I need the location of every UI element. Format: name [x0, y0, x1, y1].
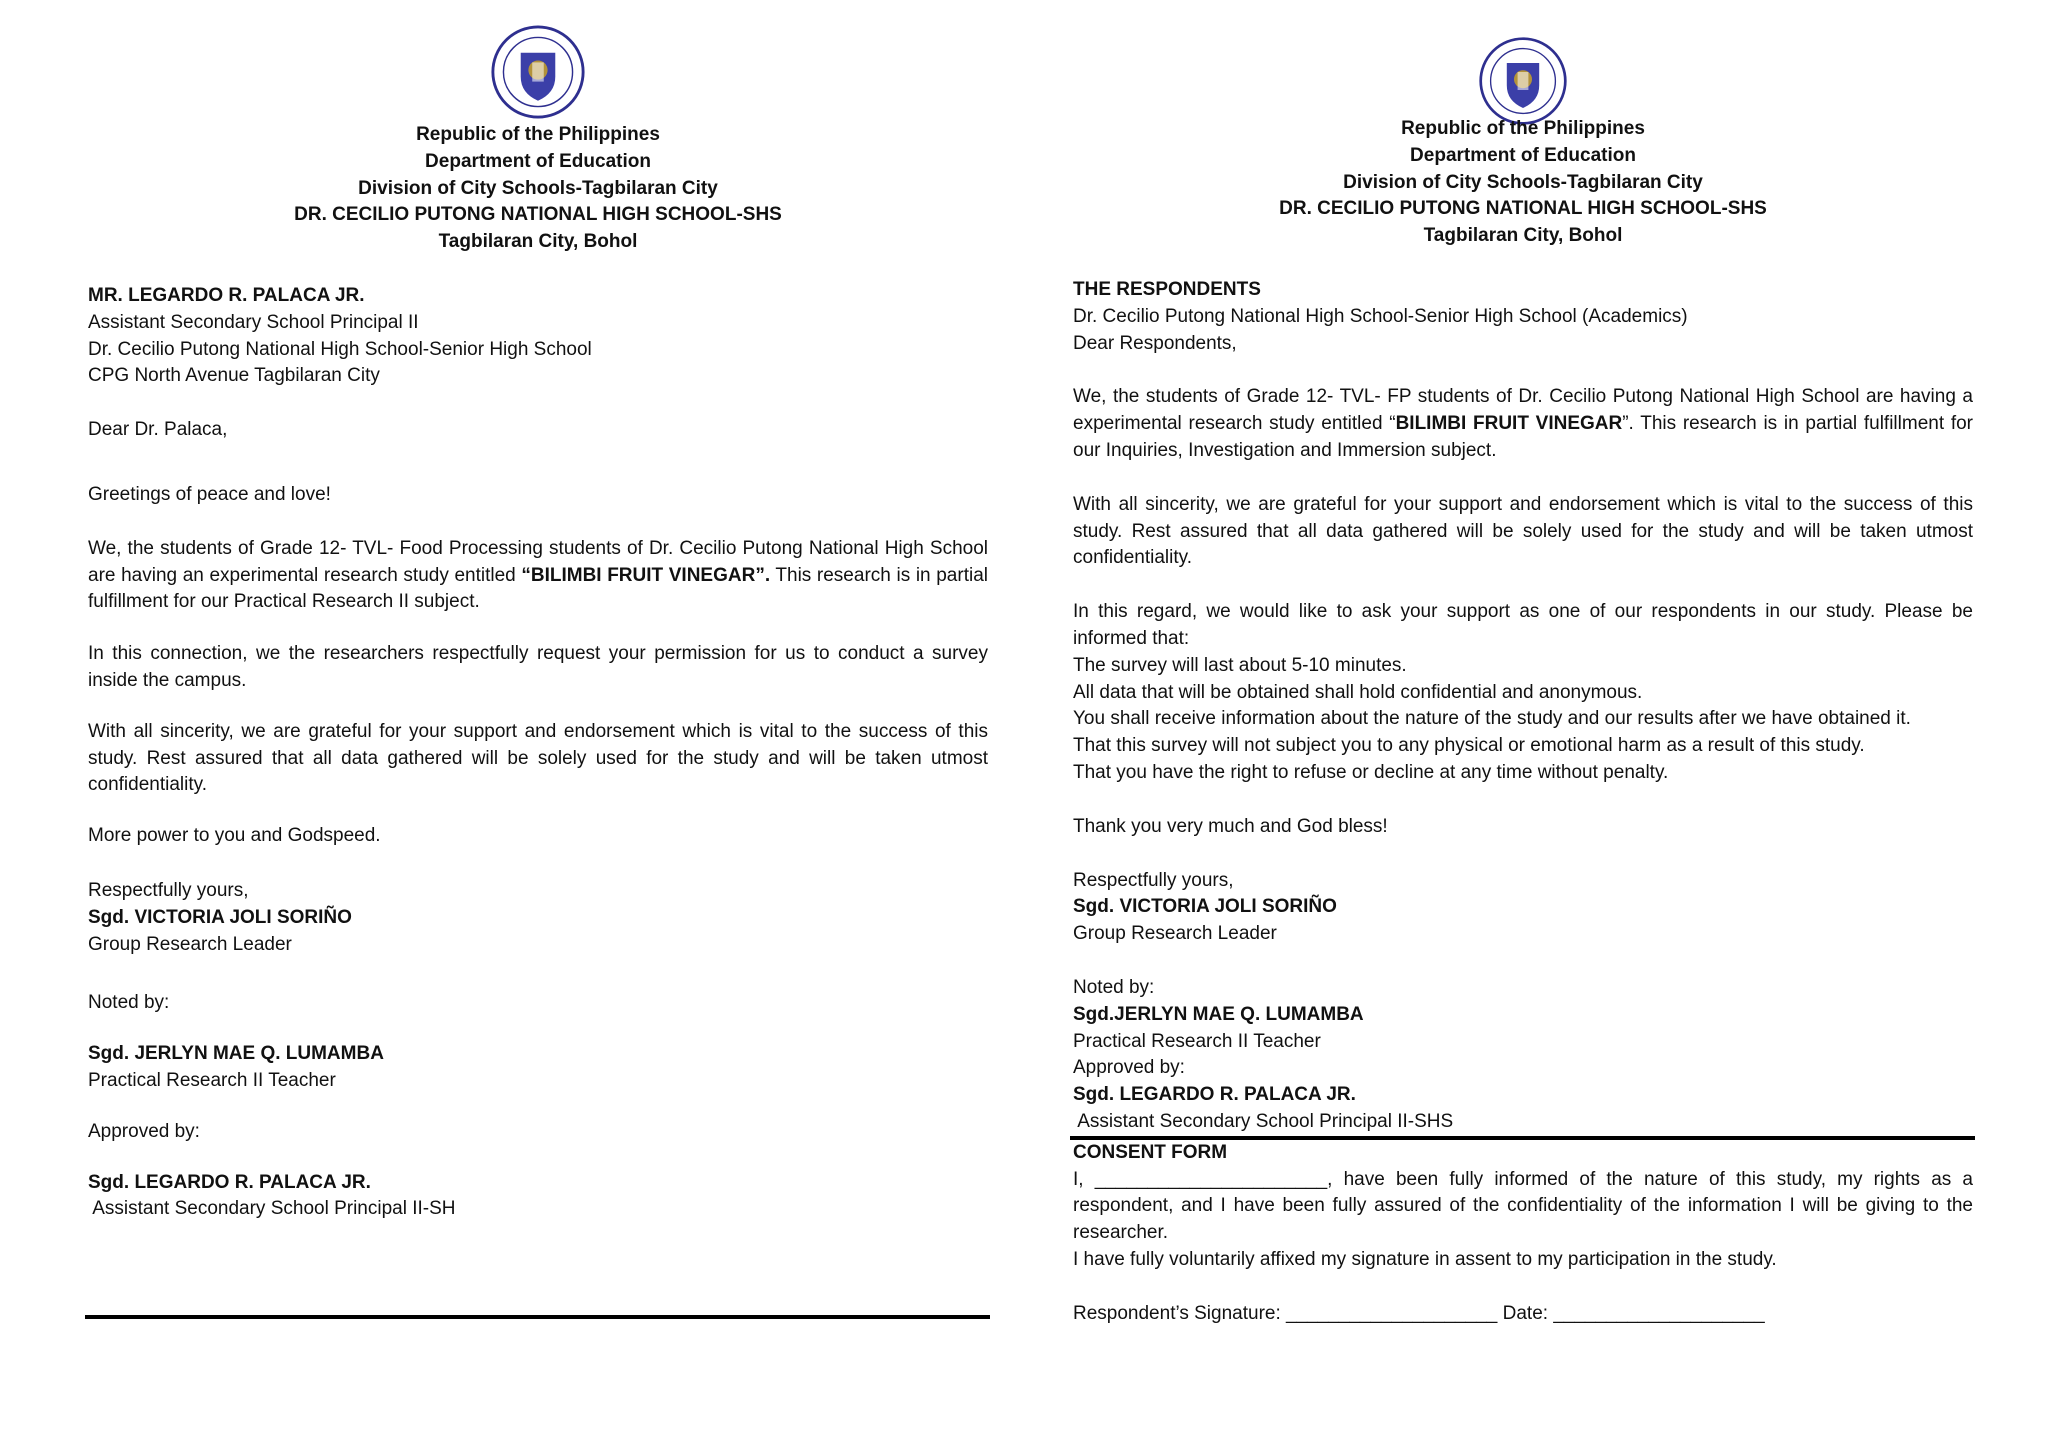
signature-block-leader	[88, 878, 988, 958]
principal-role: Assistant Secondary School Principal II-SH	[88, 1198, 456, 1220]
letterhead-department: Department of Education	[1410, 144, 1636, 166]
letterhead-department: Department of Education	[425, 150, 651, 172]
info-item-right-to-refuse: That you have the right to refuse or decline at any time without penalty.	[1073, 761, 1669, 783]
consent-heading: CONSENT FORM	[1073, 1141, 1228, 1163]
respondents-school: Dr. Cecilio Putong National High School-Senior High School (Academics)	[1073, 305, 1688, 327]
leader-role: Group Research Leader	[88, 933, 292, 955]
noted-by-label: Noted by:	[1073, 976, 1155, 998]
letter-paragraph-request: In this connection, we the researchers respectfully request your permission for us to conduct a survey inside the campus.	[88, 643, 988, 691]
signature-block-leader	[1073, 868, 1973, 948]
deped-seal-icon	[1478, 36, 1568, 126]
principal-name: Sgd. LEGARDO R. PALACA JR.	[1073, 1084, 1356, 1106]
respondents-paragraph-sincerity: With all sincerity, we are grateful for your support and endorsement which is vital to the success of this study. Rest assured that all data gathered will be solely used for the study and will be taken utmost confidentiality.	[1073, 493, 1973, 569]
leader-name: Sgd. VICTORIA JOLI SORIÑO	[88, 906, 352, 928]
leader-name: Sgd. VICTORIA JOLI SORIÑO	[1073, 896, 1337, 918]
salutation: Dear Dr. Palaca,	[88, 419, 228, 441]
letterhead-country: Republic of the Philippines	[1401, 118, 1645, 139]
consent-statement: I, ______________________, have been fully informed of the nature of this study, my rights as a respondent, and I have been fully assured of the confidentiality of the information I will be giving to the researcher.	[1073, 1168, 1973, 1244]
signature-date-line: Respondent’s Signature: ____________________ Date: ____________________	[1073, 1302, 1765, 1324]
signature-block-approvals	[1073, 975, 1973, 1136]
approved-by-label: Approved by:	[88, 1120, 200, 1142]
left-page-divider	[85, 1315, 990, 1319]
info-item-no-harm: That this survey will not subject you to any physical or emotional harm as a result of this study.	[1073, 735, 1865, 757]
letterhead-location: Tagbilaran City, Bohol	[438, 231, 638, 253]
letterhead	[1073, 116, 1973, 250]
respondents-addressee	[1073, 277, 1973, 357]
consent-assent: I have fully voluntarily affixed my signature in assent to my participation in the study.	[1073, 1248, 1777, 1270]
addressee-address: CPG North Avenue Tagbilaran City	[88, 365, 380, 387]
leader-role: Group Research Leader	[1073, 923, 1277, 945]
respondents-paragraph-intro: We, the students of Grade 12- TVL- FP students of Dr. Cecilio Putong National High School are having a experimental research study entitled “BILIMBI FRUIT VINEGAR”. This research is in partial fulfillment for our Inquiries, Investigation and Immersion subject.	[1073, 386, 1973, 461]
closing-line: More power to you and Godspeed.	[88, 825, 381, 847]
letterhead	[88, 122, 988, 256]
info-item-confidential: All data that will be obtained shall hold confidential and anonymous.	[1073, 681, 1643, 703]
respondents-letter-page	[1073, 0, 1973, 1327]
greeting: Greetings of peace and love!	[88, 483, 331, 505]
teacher-name: Sgd.JERLYN MAE Q. LUMAMBA	[1073, 1003, 1364, 1025]
thanks-line: Thank you very much and God bless!	[1073, 815, 1388, 837]
teacher-name: Sgd. JERLYN MAE Q. LUMAMBA	[88, 1043, 384, 1065]
deped-seal-icon	[490, 24, 586, 120]
study-title: BILIMBI FRUIT VINEGAR	[1395, 413, 1623, 435]
noted-by-label: Noted by:	[88, 992, 170, 1014]
signature-block-principal	[88, 1170, 988, 1224]
study-title: “BILIMBI FRUIT VINEGAR”.	[521, 564, 771, 586]
permission-letter-page	[88, 0, 988, 1223]
respectfully-yours: Respectfully yours,	[88, 879, 249, 901]
addressee-school: Dr. Cecilio Putong National High School-Senior High School	[88, 338, 592, 360]
respondents-paragraph-request: In this regard, we would like to ask your support as one of our respondents in our study. Please be informed that:	[1073, 601, 1973, 649]
principal-role: Assistant Secondary School Principal II-SHS	[1073, 1110, 1454, 1132]
respondents-heading: THE RESPONDENTS	[1073, 278, 1261, 300]
addressee-title: Assistant Secondary School Principal II	[88, 311, 419, 333]
letterhead-division: Division of City Schools-Tagbilaran City	[358, 177, 718, 199]
letterhead-school: DR. CECILIO PUTONG NATIONAL HIGH SCHOOL-SHS	[1279, 198, 1767, 220]
consent-form	[1073, 1140, 1973, 1328]
info-item-results: You shall receive information about the nature of the study and our results after we have obtained it.	[1073, 708, 1911, 730]
signature-block-teacher	[88, 1041, 988, 1095]
respectfully-yours: Respectfully yours,	[1073, 869, 1234, 891]
info-item-duration: The survey will last about 5-10 minutes.	[1073, 654, 1407, 676]
letterhead-location: Tagbilaran City, Bohol	[1423, 225, 1623, 247]
teacher-role: Practical Research II Teacher	[1073, 1030, 1321, 1052]
approved-by-label: Approved by:	[1073, 1057, 1185, 1079]
letterhead-school: DR. CECILIO PUTONG NATIONAL HIGH SCHOOL-SHS	[294, 204, 782, 226]
respondents-salutation: Dear Respondents,	[1073, 332, 1237, 354]
addressee-name: MR. LEGARDO R. PALACA JR.	[88, 284, 365, 306]
teacher-role: Practical Research II Teacher	[88, 1069, 336, 1091]
principal-name: Sgd. LEGARDO R. PALACA JR.	[88, 1171, 371, 1193]
letter-paragraph-intro: We, the students of Grade 12- TVL- Food Processing students of Dr. Cecilio Putong National High School are having an experimental research study entitled “BILIMBI FRUIT VINEGAR”. This research is in partial fulfillment for our Practical Research II subject.	[88, 537, 988, 613]
addressee-block	[88, 283, 988, 390]
letterhead-division: Division of City Schools-Tagbilaran City	[1343, 171, 1703, 193]
letter-paragraph-sincerity: With all sincerity, we are grateful for your support and endorsement which is vital to the success of this study. Rest assured that all data gathered will be solely used for the study and will be taken utmost confidentiality.	[88, 720, 988, 796]
letterhead-country: Republic of the Philippines	[416, 124, 660, 145]
respondents-information-list	[1073, 599, 1973, 787]
